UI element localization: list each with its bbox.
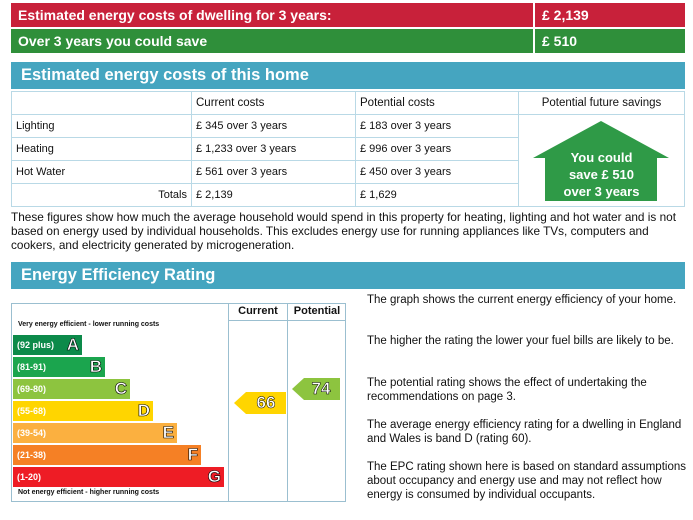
header-current-costs: Current costs [192, 92, 356, 115]
totals-label: Totals [12, 184, 192, 207]
divider [228, 303, 229, 502]
costs-section-title: Estimated energy costs of this home [11, 62, 685, 89]
row-current: £ 345 over 3 years [192, 115, 356, 138]
col-potential-header: Potential [293, 305, 341, 317]
savings-badge-text [519, 149, 684, 200]
cost-banner-value: £ 2,139 [535, 3, 685, 27]
savings-line-1: You could [570, 150, 633, 165]
rating-section-title: Energy Efficiency Rating [11, 262, 685, 289]
rating-paragraph: The graph shows the current energy efficiency of your home. [367, 294, 677, 306]
band-c: (69-80) C [13, 379, 130, 399]
current-rating-value: 66 [256, 393, 276, 412]
row-potential: £ 183 over 3 years [356, 115, 519, 138]
totals-current: £ 2,139 [192, 184, 356, 207]
potential-rating-value: 74 [311, 379, 331, 398]
rating-paragraph: The potential rating shows the effect of undertaking the recommendations on page 3. [367, 377, 647, 403]
table-header-blank [12, 92, 192, 115]
bottom-efficiency-label: Not energy efficient - higher running costs [18, 489, 160, 496]
costs-table [11, 91, 685, 207]
save-banner-label: Over 3 years you could save [11, 29, 533, 53]
row-label: Hot Water [12, 161, 192, 184]
table-header-row [12, 92, 685, 115]
row-potential: £ 996 over 3 years [356, 138, 519, 161]
header-potential-costs: Potential costs [356, 92, 519, 115]
col-current-header: Current [238, 305, 278, 317]
savings-line-2: save £ 510 [568, 167, 635, 182]
row-current: £ 1,233 over 3 years [192, 138, 356, 161]
row-label: Heating [12, 138, 192, 161]
row-current: £ 561 over 3 years [192, 161, 356, 184]
save-banner-value: £ 510 [535, 29, 685, 53]
band-e: (39-54) E [13, 423, 177, 443]
header-future-savings: Potential future savings [519, 92, 685, 115]
band-g: (1-20) G [13, 467, 224, 487]
savings-cell [519, 115, 685, 207]
rating-paragraph: The higher the rating the lower your fuel bills are likely to be. [367, 335, 674, 347]
band-f: (21-38) F [13, 445, 201, 465]
costs-note: These figures show how much the average household would spend in this property for heating, lighting and hot water and is not based on energy used by individual households. This excludes energy use for running appliances like TVs, computers and cookers, and electricity generated by microgeneration. [11, 210, 676, 252]
rating-paragraph: The EPC rating shown here is based on standard assumptions about occupancy and energy use and may not reflect how energy is consumed by individual occupants. [367, 461, 686, 501]
divider [287, 303, 288, 502]
band-b: (81-91) B [13, 357, 105, 377]
savings-line-3: over 3 years [563, 184, 640, 199]
row-potential: £ 450 over 3 years [356, 161, 519, 184]
totals-potential: £ 1,629 [356, 184, 519, 207]
band-a: (92 plus) A [13, 335, 82, 355]
band-d: (55-68) D [13, 401, 153, 421]
rating-paragraph: The average energy efficiency rating for a dwelling in England and Wales is band D (rating 60). [367, 419, 682, 445]
row-label: Lighting [12, 115, 192, 138]
cost-banner-label: Estimated energy costs of dwelling for 3 years: [11, 3, 533, 27]
divider [228, 320, 346, 321]
top-efficiency-label: Very energy efficient - lower running costs [18, 321, 160, 328]
table-row [12, 115, 685, 138]
